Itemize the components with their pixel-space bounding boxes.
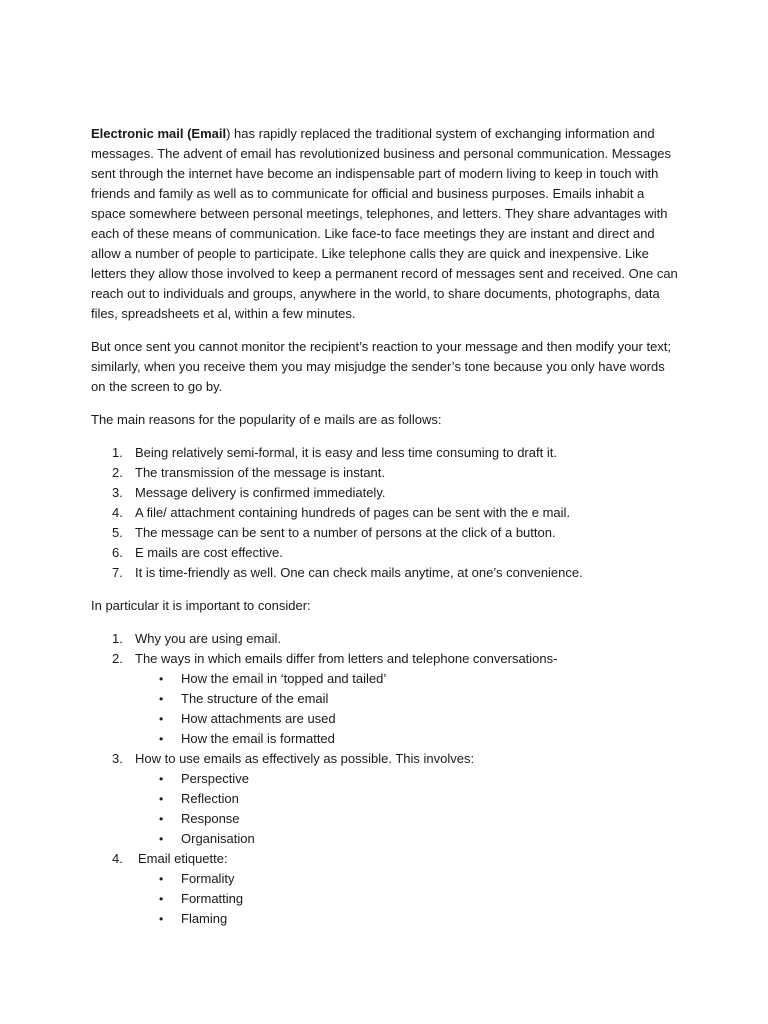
bullet-icon: • — [159, 692, 164, 706]
sub-list-item — [91, 669, 681, 689]
list-item — [91, 649, 681, 749]
sub-list-text: Reflection — [181, 791, 239, 806]
list-text: E mails are cost effective. — [135, 545, 283, 560]
sub-list-item — [91, 869, 681, 889]
intro-text: ) has rapidly replaced the traditional system of exchanging information and messages. The advent of email has revolutionized business and personal communication. Messages sent through the internet have become an indispensable part of modern living to keep in touch with friends and family as well as to communicate for official and business purposes. Emails inhabit a space somewhere between personal meetings, telephones, and letters. They share advantages with each of these means of communication. Like face-to face meetings they are instant and direct and allow a number of people to participate. Like telephone calls they are quick and inexpensive. Like letters they allow those involved to keep a permanent record of messages sent and received. One can reach out to individuals and groups, anywhere in the world, to share documents, photographs, data files, spreadsheets et al, within a few minutes. — [91, 126, 678, 321]
sub-list-item — [91, 889, 681, 909]
reasons-list — [91, 443, 681, 583]
list-number: 4. — [112, 505, 123, 520]
sub-list-text: The structure of the email — [181, 691, 329, 706]
list-number: 2. — [112, 651, 123, 666]
bullet-icon: • — [159, 812, 164, 826]
list-item — [91, 849, 681, 929]
list-text: The ways in which emails differ from letters and telephone conversations- — [135, 651, 558, 666]
list-text: Why you are using email. — [135, 631, 281, 646]
bullet-icon: • — [159, 912, 164, 926]
list-item — [91, 443, 681, 463]
sub-list-item — [91, 709, 681, 729]
list-text: The transmission of the message is instant. — [135, 465, 386, 480]
consider-heading: In particular it is important to consider: — [91, 598, 311, 613]
list-number: 3. — [112, 485, 123, 500]
sub-list-item — [91, 769, 681, 789]
sub-list-item — [91, 729, 681, 749]
bullet-icon: • — [159, 772, 164, 786]
sub-list-text: Formatting — [181, 891, 244, 906]
bullet-icon: • — [159, 892, 164, 906]
sub-list — [135, 669, 681, 749]
list-number: 7. — [112, 565, 123, 580]
list-number: 1. — [112, 631, 123, 646]
list-item — [91, 483, 681, 503]
bullet-icon: • — [159, 712, 164, 726]
sub-list-text: How the email in ‘topped and tailed’ — [181, 671, 387, 686]
bullet-icon: • — [159, 732, 164, 746]
list-text: Being relatively semi-formal, it is easy and less time consuming to draft it. — [135, 445, 557, 460]
sub-list-text: Organisation — [181, 831, 255, 846]
reasons-heading: The main reasons for the popularity of e mails are as follows: — [91, 412, 442, 427]
list-number: 2. — [112, 465, 123, 480]
caveat-paragraph: But once sent you cannot monitor the recipient’s reaction to your message and then modify your text; similarly, when you receive them you may misjudge the sender’s tone because you only have words on the screen to go by. — [91, 339, 672, 394]
consider-list — [91, 629, 681, 929]
list-text: How to use emails as effectively as possible. This involves: — [135, 751, 475, 766]
sub-list-text: Response — [181, 811, 240, 826]
document-body — [91, 124, 681, 942]
list-number: 5. — [112, 525, 123, 540]
bullet-icon: • — [159, 872, 164, 886]
bullet-icon: • — [159, 672, 164, 686]
sub-list-item — [91, 909, 681, 929]
list-text: The message can be sent to a number of persons at the click of a button. — [135, 525, 556, 540]
list-item — [91, 523, 681, 543]
sub-list-text: Formality — [181, 871, 235, 886]
intro-paragraph — [91, 124, 681, 324]
sub-list — [135, 869, 681, 929]
bullet-icon: • — [159, 792, 164, 806]
list-text: It is time-friendly as well. One can check mails anytime, at one’s convenience. — [135, 565, 583, 580]
sub-list — [135, 769, 681, 849]
list-number: 3. — [112, 751, 123, 766]
bullet-icon: • — [159, 832, 164, 846]
sub-list-item — [91, 809, 681, 829]
sub-list-text: How the email is formatted — [181, 731, 335, 746]
list-item — [91, 749, 681, 849]
list-text: Message delivery is confirmed immediately. — [135, 485, 386, 500]
sub-list-item — [91, 789, 681, 809]
list-item — [91, 563, 681, 583]
list-number: 6. — [112, 545, 123, 560]
list-text: Email etiquette: — [138, 851, 228, 866]
sub-list-text: Flaming — [181, 911, 228, 926]
list-number: 1. — [112, 445, 123, 460]
intro-lead-bold: Electronic mail (Email — [91, 126, 227, 141]
sub-list-item — [91, 829, 681, 849]
list-text: A file/ attachment containing hundreds of pages can be sent with the e mail. — [135, 505, 571, 520]
list-item — [91, 463, 681, 483]
sub-list-item — [91, 689, 681, 709]
sub-list-text: How attachments are used — [181, 711, 336, 726]
list-item — [91, 543, 681, 563]
list-item — [91, 503, 681, 523]
list-item — [91, 629, 681, 649]
list-number: 4. — [112, 851, 123, 866]
sub-list-text: Perspective — [181, 771, 249, 786]
